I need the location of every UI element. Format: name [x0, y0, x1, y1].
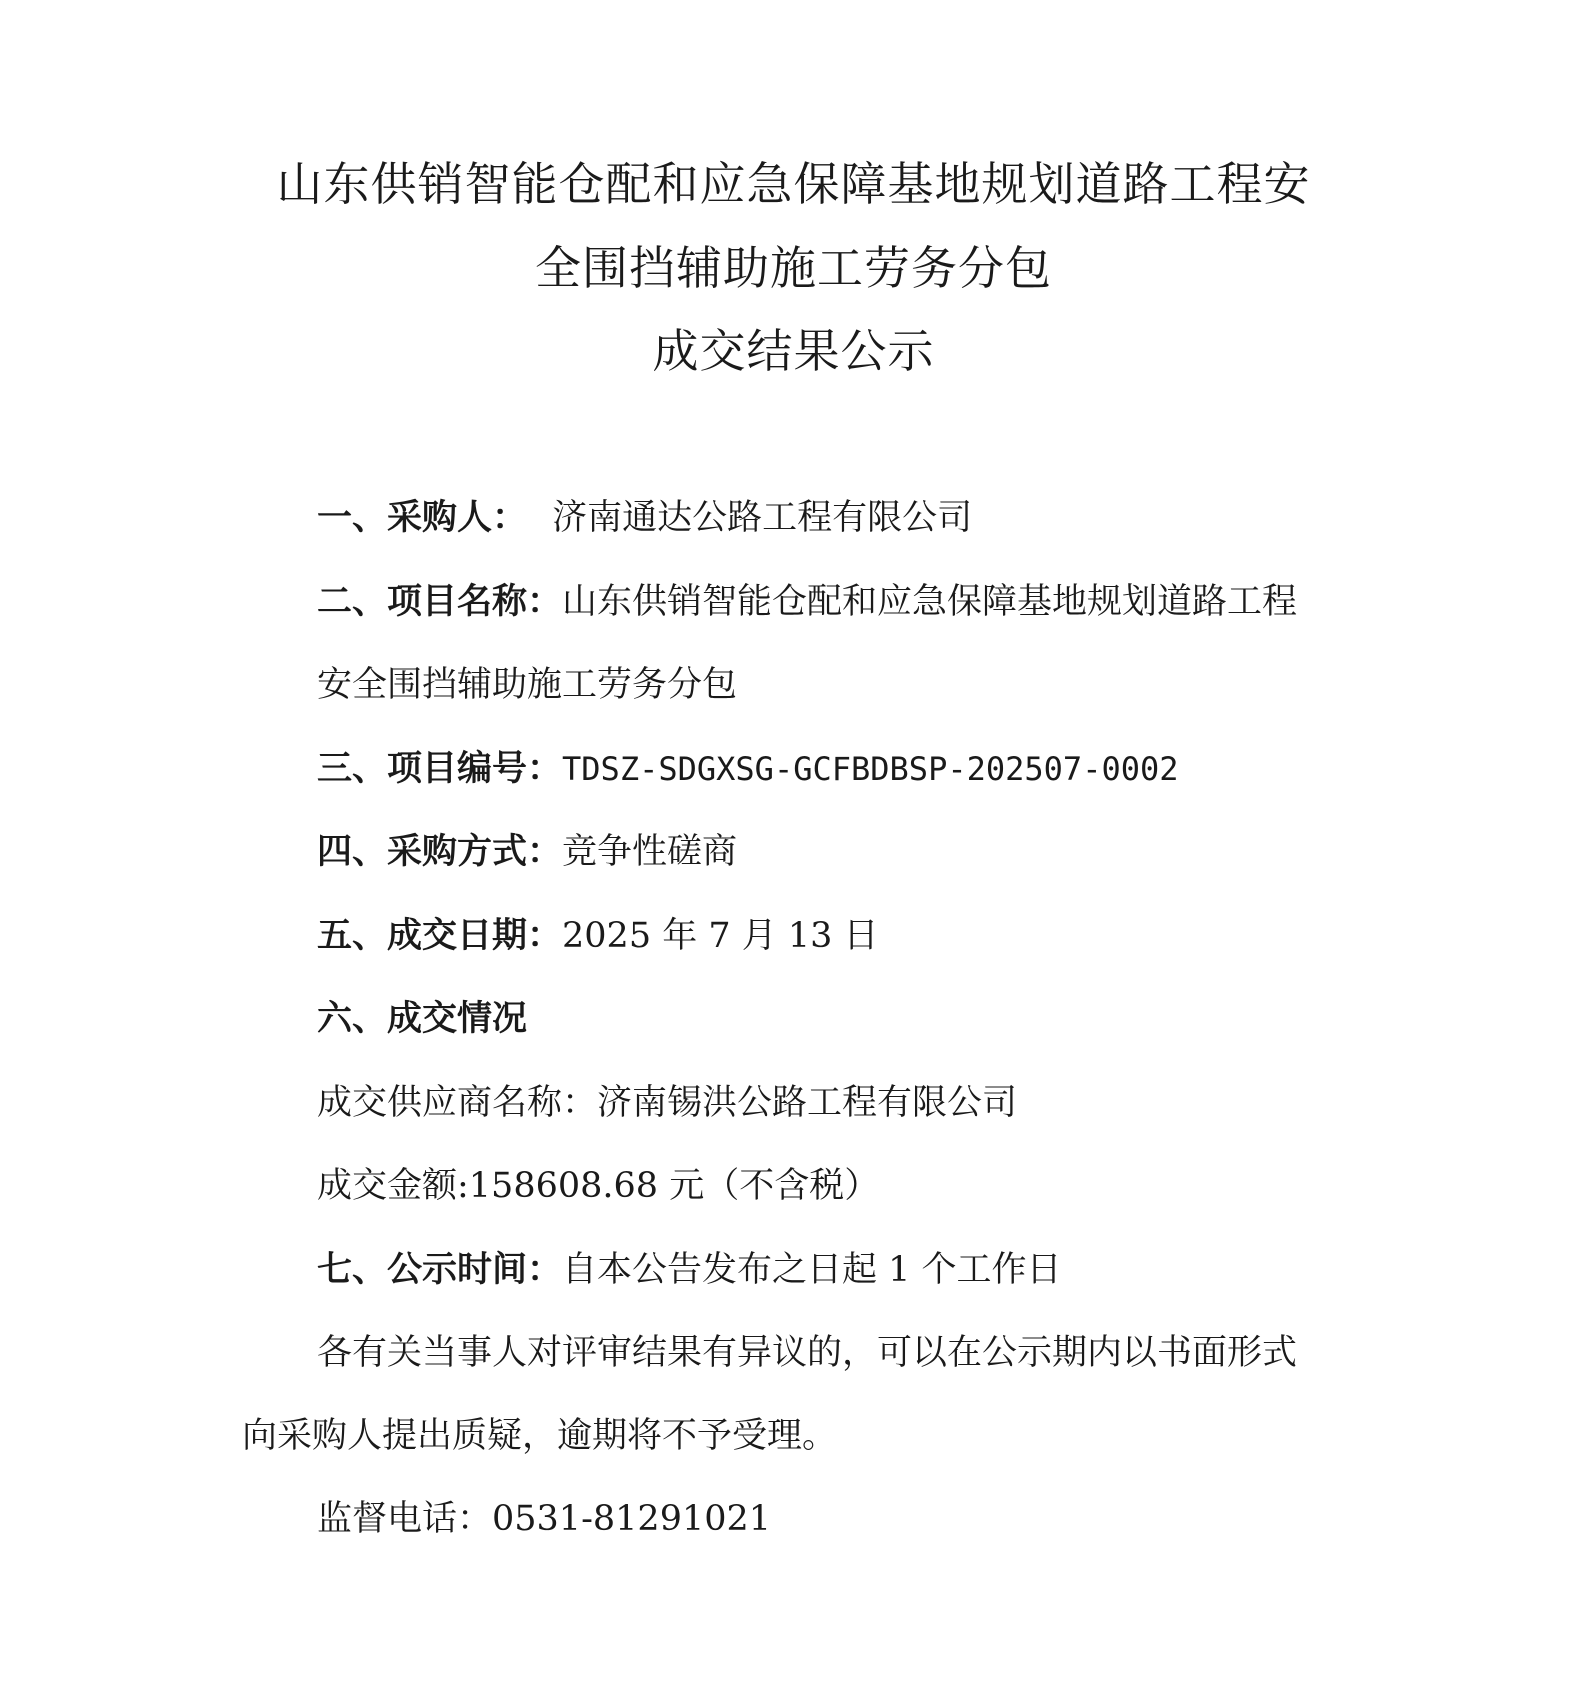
publicity-value: 自本公告发布之日起 1 个工作日 [562, 1250, 1062, 1290]
project-no-value: TDSZ-SDGXSG-GCFBDBSP-202507-0002 [562, 750, 1179, 788]
objection-line-2: 向采购人提出质疑，逾期将不予受理。 [242, 1416, 838, 1456]
result-heading [317, 997, 527, 1041]
purchaser-row [317, 496, 972, 540]
objection-line-1: 各有关当事人对评审结果有异议的，可以在公示期内以书面形式 [317, 1333, 1298, 1373]
method-label: 四、采购方式： [317, 831, 563, 872]
project-no-row [317, 747, 1179, 791]
date-label: 五、成交日期： [317, 915, 563, 956]
project-name-row [317, 580, 1297, 624]
date-row [317, 914, 879, 958]
title-line-1: 山东供销智能仓配和应急保障基地规划道路工程安 [276, 157, 1311, 211]
purchaser-label: 一、采购人： [317, 497, 528, 538]
project-name-value-line1: 山东供销智能仓配和应急保障基地规划道路工程 [562, 582, 1298, 622]
publicity-label: 七、公示时间： [317, 1249, 563, 1290]
result-label: 六、成交情况 [317, 998, 528, 1039]
publicity-row [317, 1248, 1062, 1292]
supplier-line: 成交供应商名称：济南锡洪公路工程有限公司 [317, 1083, 1018, 1123]
amount-line: 成交金额:158608.68 元（不含税） [317, 1166, 880, 1206]
title-line-3: 成交结果公示 [652, 324, 935, 378]
purchaser-value: 济南通达公路工程有限公司 [552, 498, 973, 538]
method-row [317, 830, 737, 874]
phone-line: 监督电话：0531-81291021 [317, 1499, 772, 1539]
method-value: 竞争性磋商 [562, 832, 738, 872]
title-line-2: 全围挡辅助施工劳务分包 [535, 241, 1052, 295]
project-name-label: 二、项目名称： [317, 581, 563, 622]
date-value: 2025 年 7 月 13 日 [562, 916, 879, 956]
project-name-value-line2: 安全围挡辅助施工劳务分包 [317, 665, 738, 705]
project-no-label: 三、项目编号： [317, 748, 563, 789]
